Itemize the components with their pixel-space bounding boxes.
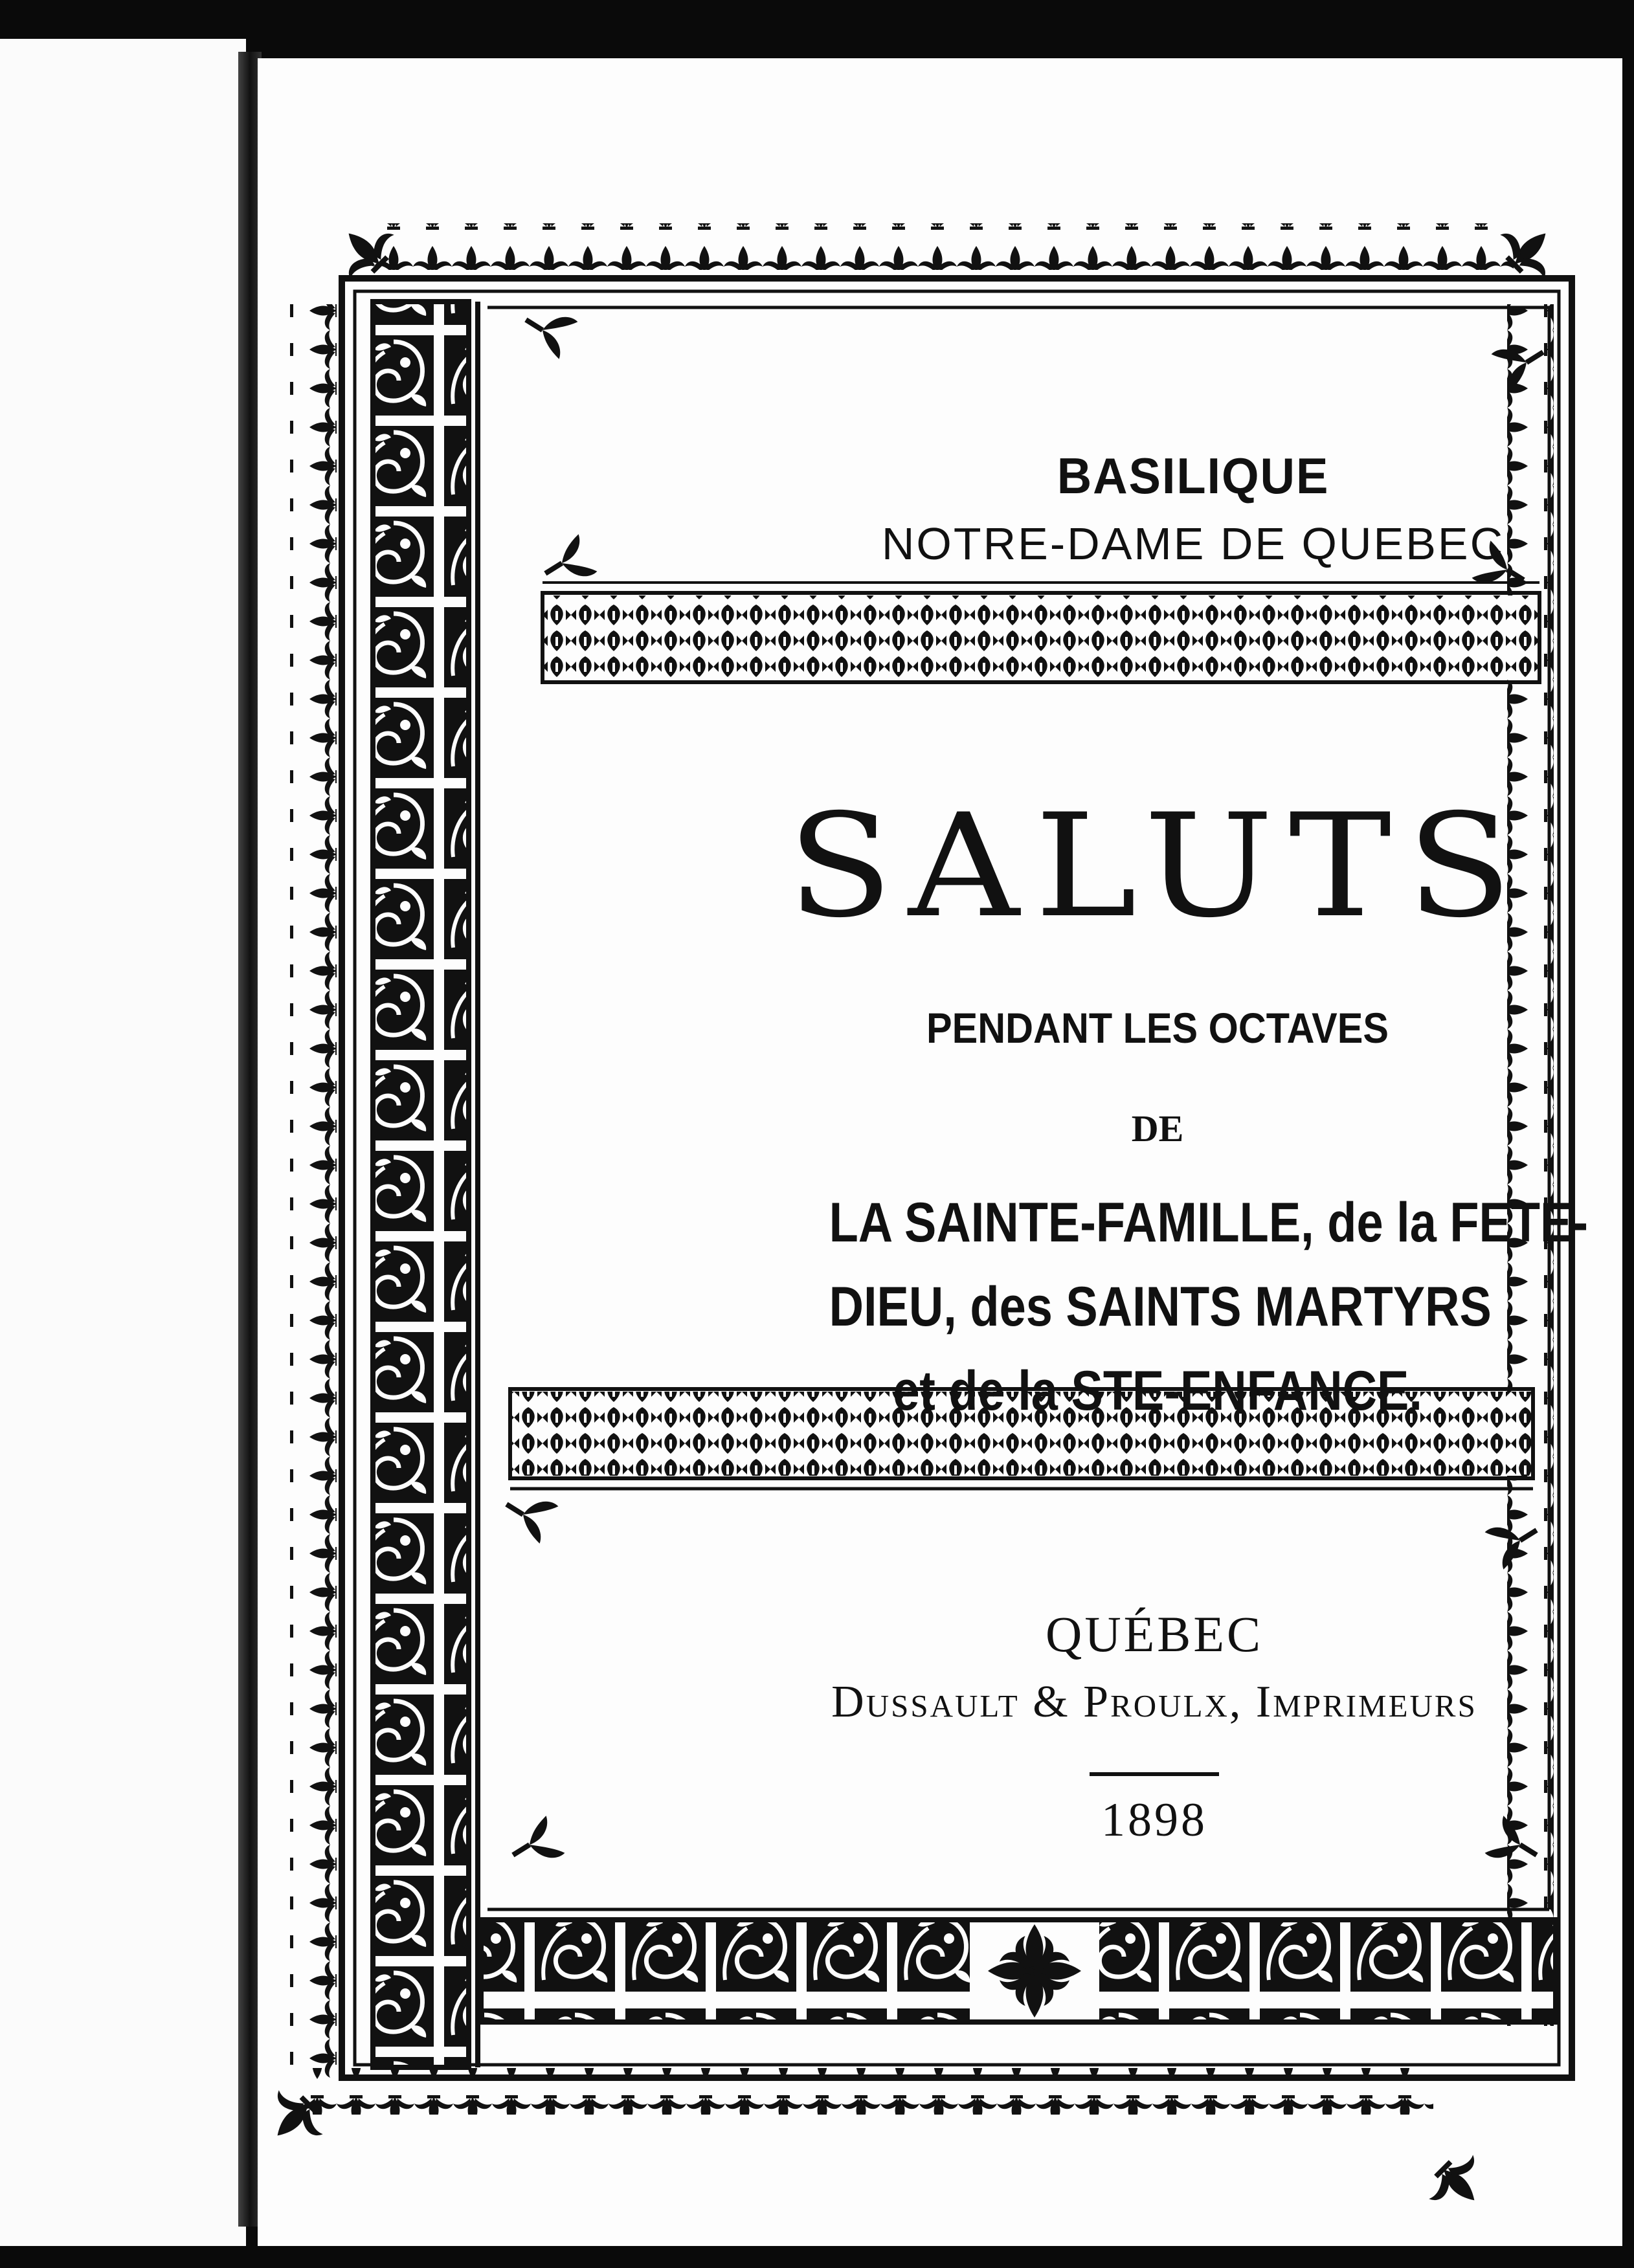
page-title: SALUTS	[787, 783, 1528, 949]
connector-word: DE	[1131, 1107, 1184, 1150]
imprint-year: 1898	[1101, 1794, 1207, 1847]
divider	[1090, 1772, 1219, 1776]
title-page	[258, 58, 1622, 2246]
church-name: BASILIQUE	[1057, 447, 1330, 504]
facing-page	[0, 39, 246, 2246]
main-title-block	[776, 783, 1589, 1422]
feast-line: et de la STE-ENFANCE.	[893, 1360, 1422, 1422]
church-location: NOTRE-DAME DE QUEBEC	[881, 518, 1505, 569]
header-block	[811, 362, 1575, 615]
feast-line: LA SAINTE-FAMILLE, de la FETE-	[829, 1192, 1589, 1254]
subtitle: PENDANT LES OCTAVES	[926, 1004, 1389, 1052]
feast-line: DIEU, des SAINTS MARTYRS	[829, 1276, 1492, 1338]
imprint-block	[756, 1579, 1552, 1851]
imprint-city: QUÉBEC	[1046, 1606, 1263, 1662]
imprint-printer: Dussault & Proulx, Imprimeurs	[831, 1677, 1477, 1727]
